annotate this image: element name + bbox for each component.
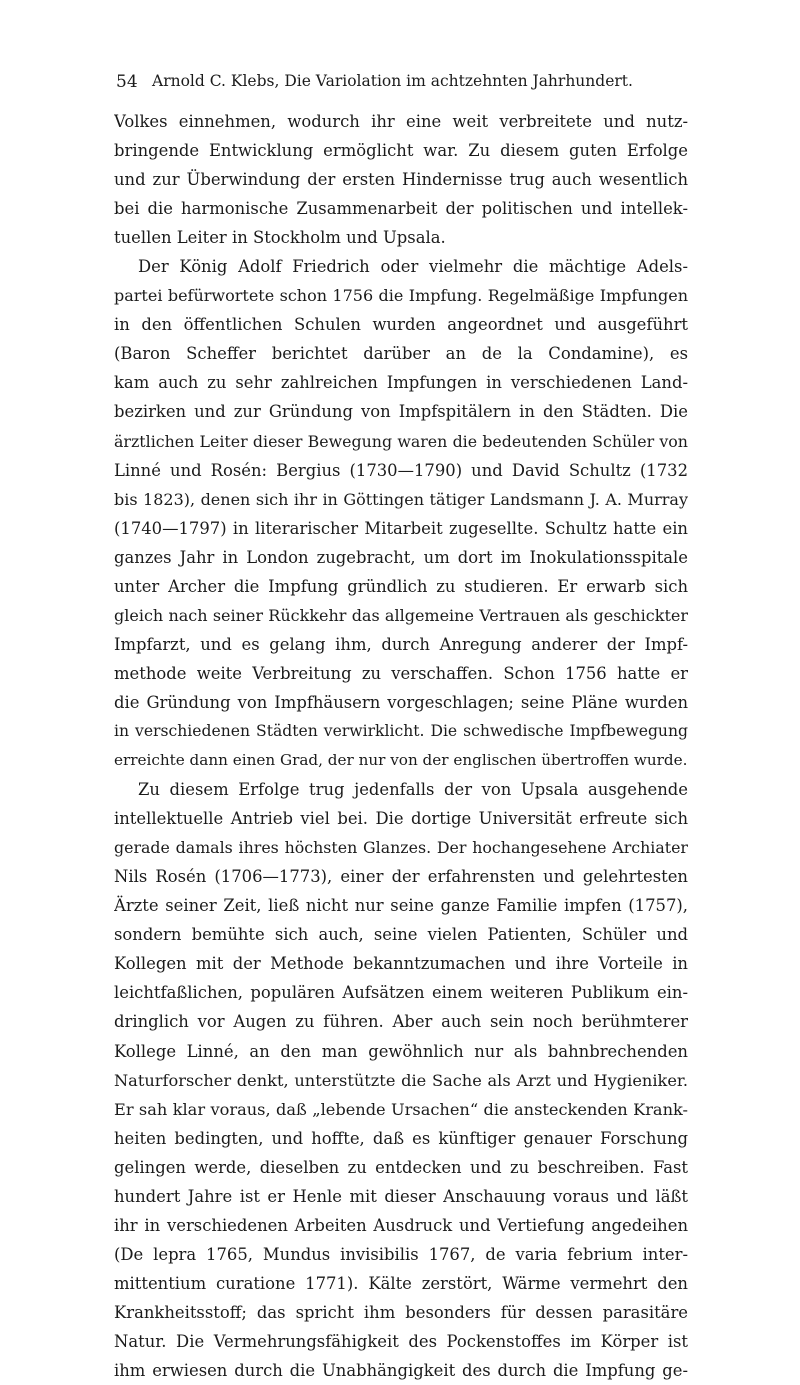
page-number: 54 <box>116 72 138 92</box>
text-line: die Gründung von Impfhäusern vorgeschlagen; seine Pläne wurden <box>114 692 688 712</box>
text-line: erreichte dann einen Grad, der nur von der englischen übertroffen wurde. <box>114 751 688 770</box>
text-line: (Baron Scheffer berichtet darüber an de la Condamine), es <box>114 344 688 364</box>
text-line: methode weite Verbreitung zu verschaffen. Schon 1756 hatte er <box>114 663 688 683</box>
text-line: dringlich vor Augen zu führen. Aber auch sein noch berühmterer <box>114 1012 688 1032</box>
text-line: ärztlichen Leiter dieser Bewegung waren die bedeutenden Schüler von <box>114 431 688 451</box>
text-line: Volkes einnehmen, wodurch ihr eine weit verbreitete und nutz- <box>114 112 688 131</box>
text-line: sondern bemühte sich auch, seine vielen Patienten, Schüler und <box>114 925 688 945</box>
text-line: Linné und Rosén: Bergius (1730—1790) und David Schultz (1732 <box>114 460 688 480</box>
text-line: leichtfaßlichen, populären Aufsätzen einem weiteren Publikum ein- <box>114 983 688 1003</box>
text-line: Kollege Linné, an den man gewöhnlich nur als bahnbrechenden <box>114 1041 688 1061</box>
text-line: (De lepra 1765, Mundus invisibilis 1767, de varia febrium inter- <box>114 1244 688 1264</box>
text-line: Impfarzt, und es gelang ihm, durch Anregung anderer der Impf- <box>114 634 688 654</box>
text-line: ihm erwiesen durch die Unabhängigkeit des durch die Impfung ge- <box>114 1361 688 1381</box>
text-line: tuellen Leiter in Stockholm und Upsala. <box>114 228 446 248</box>
text-line: partei befürwortete schon 1756 die Impfung. Regelmäßige Impfungen <box>114 286 688 306</box>
text-line: heiten bedingten, und hoffte, daß es künftiger genauer Forschung <box>114 1128 688 1148</box>
text-line: bringende Entwicklung ermöglicht war. Zu diesem guten Erfolge <box>114 141 688 161</box>
text-line: unter Archer die Impfung gründlich zu studieren. Er erwarb sich <box>114 576 688 596</box>
text-line: hundert Jahre ist er Henle mit dieser Anschauung voraus und läßt <box>114 1186 688 1206</box>
text-line: in verschiedenen Städten verwirklicht. Die schwedische Impfbewegung <box>114 721 688 740</box>
text-line: gelingen werde, dieselben zu entdecken und zu beschreiben. Fast <box>114 1157 688 1177</box>
text-line: Ärzte seiner Zeit, ließ nicht nur seine ganze Familie impfen (1757), <box>114 896 688 916</box>
text-line: Zu diesem Erfolge trug jedenfalls der von Upsala ausgehende <box>138 780 688 800</box>
text-line: gerade damals ihres höchsten Glanzes. Der hochangesehene Archiater <box>114 838 688 858</box>
text-line: (1740—1797) in literarischer Mitarbeit zugesellte. Schultz hatte ein <box>114 518 688 538</box>
text-line: und zur Überwindung der ersten Hindernisse trug auch wesentlich <box>114 170 688 190</box>
text-line: kam auch zu sehr zahlreichen Impfungen in verschiedenen Land- <box>114 373 688 393</box>
text-line: Er sah klar voraus, daß „lebende Ursachen“ die ansteckenden Krank- <box>114 1099 688 1119</box>
text-line: mittentium curatione 1771). Kälte zerstört, Wärme vermehrt den <box>114 1273 688 1293</box>
text-line: in den öffentlichen Schulen wurden angeordnet und ausgeführt <box>114 315 688 335</box>
text-line: Der König Adolf Friedrich oder vielmehr die mächtige Adels- <box>138 257 688 277</box>
text-line: ihr in verschiedenen Arbeiten Ausdruck und Vertiefung angedeihen <box>114 1215 688 1235</box>
text-line: Krankheitsstoff; das spricht ihm besonders für dessen parasitäre <box>114 1302 688 1322</box>
text-line: ganzes Jahr in London zugebracht, um dort im Inokulationsspitale <box>114 547 688 567</box>
text-line: bezirken und zur Gründung von Impfspitälern in den Städten. Die <box>114 402 688 422</box>
text-line: Natur. Die Vermehrungsfähigkeit des Pockenstoffes im Körper ist <box>114 1331 688 1351</box>
running-head <box>116 72 716 96</box>
text-line: intellektuelle Antrieb viel bei. Die dortige Universität erfreute sich <box>114 809 688 829</box>
body-text <box>114 107 688 1385</box>
text-line: Kollegen mit der Methode bekanntzumachen und ihre Vorteile in <box>114 954 688 974</box>
text-line: Nils Rosén (1706—1773), einer der erfahrensten und gelehrtesten <box>114 867 688 887</box>
text-line: bis 1823), denen sich ihr in Göttingen tätiger Landsmann J. A. Murray <box>114 489 688 509</box>
text-line: bei die harmonische Zusammenarbeit der politischen und intellek- <box>114 199 688 219</box>
text-line: gleich nach seiner Rückkehr das allgemeine Vertrauen als geschickter <box>114 605 688 625</box>
running-title: Arnold C. Klebs, Die Variolation im achtzehnten Jahrhundert. <box>152 72 633 90</box>
text-line: Naturforscher denkt, unterstützte die Sache als Arzt und Hygieniker. <box>114 1070 688 1090</box>
